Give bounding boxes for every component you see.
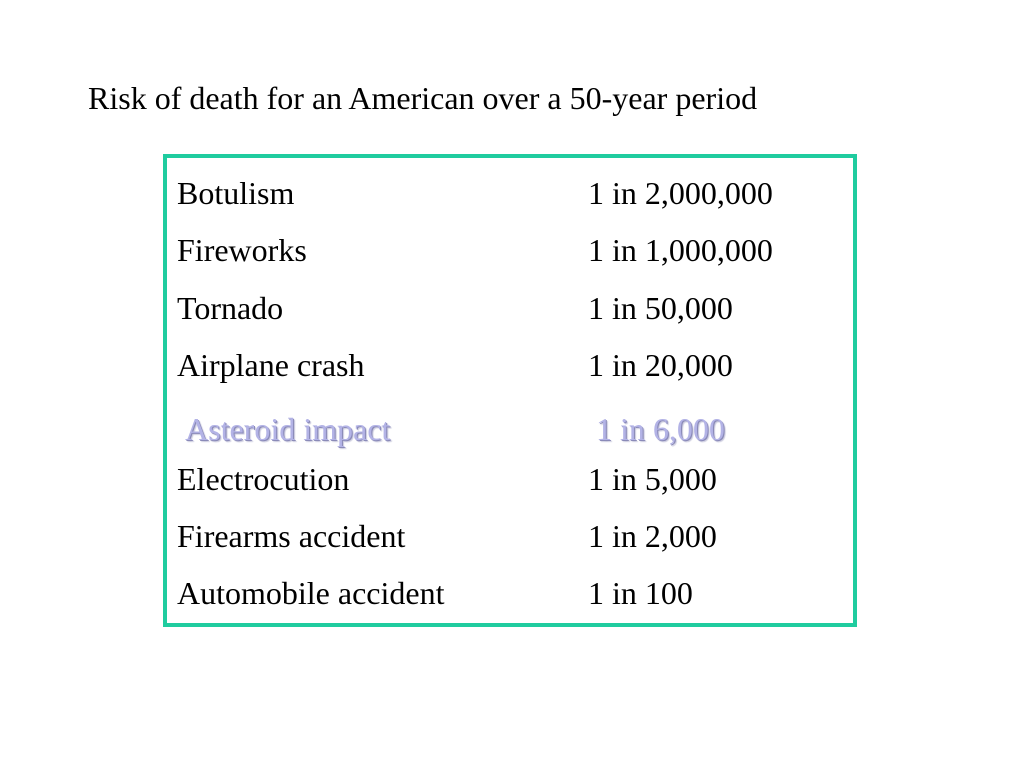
risk-cause: Electrocution — [177, 461, 350, 497]
risk-cause: Tornado — [177, 290, 284, 326]
risk-row-tornado — [167, 288, 853, 328]
risk-cause: Fireworks — [177, 232, 307, 268]
risk-row-automobile-accident — [167, 573, 853, 613]
risk-row-asteroid-impact — [167, 409, 853, 449]
risk-value: 1 in 100 — [588, 575, 693, 611]
risk-cause: Firearms accident — [177, 518, 406, 554]
risk-table — [163, 154, 857, 627]
risk-value: 1 in 50,000 — [588, 290, 733, 326]
risk-value: 1 in 5,000 — [588, 461, 717, 497]
risk-row-electrocution — [167, 459, 853, 499]
risk-row-firearms-accident — [167, 516, 853, 556]
risk-cause: Botulism — [177, 175, 295, 211]
risk-value: 1 in 2,000,000 — [588, 175, 773, 211]
risk-row-botulism — [167, 173, 853, 213]
risk-value: 1 in 1,000,000 — [588, 232, 773, 268]
risk-value: 1 in 2,000 — [588, 518, 717, 554]
risk-row-fireworks — [167, 230, 853, 270]
risk-cause: Automobile accident — [177, 575, 445, 611]
slide-title: Risk of death for an American over a 50-year period — [88, 80, 758, 116]
risk-cause: Asteroid impact — [185, 411, 391, 447]
risk-value: 1 in 20,000 — [588, 347, 733, 383]
risk-cause: Airplane crash — [177, 347, 365, 383]
risk-value: 1 in 6,000 — [596, 411, 725, 447]
risk-row-airplane-crash — [167, 345, 853, 385]
